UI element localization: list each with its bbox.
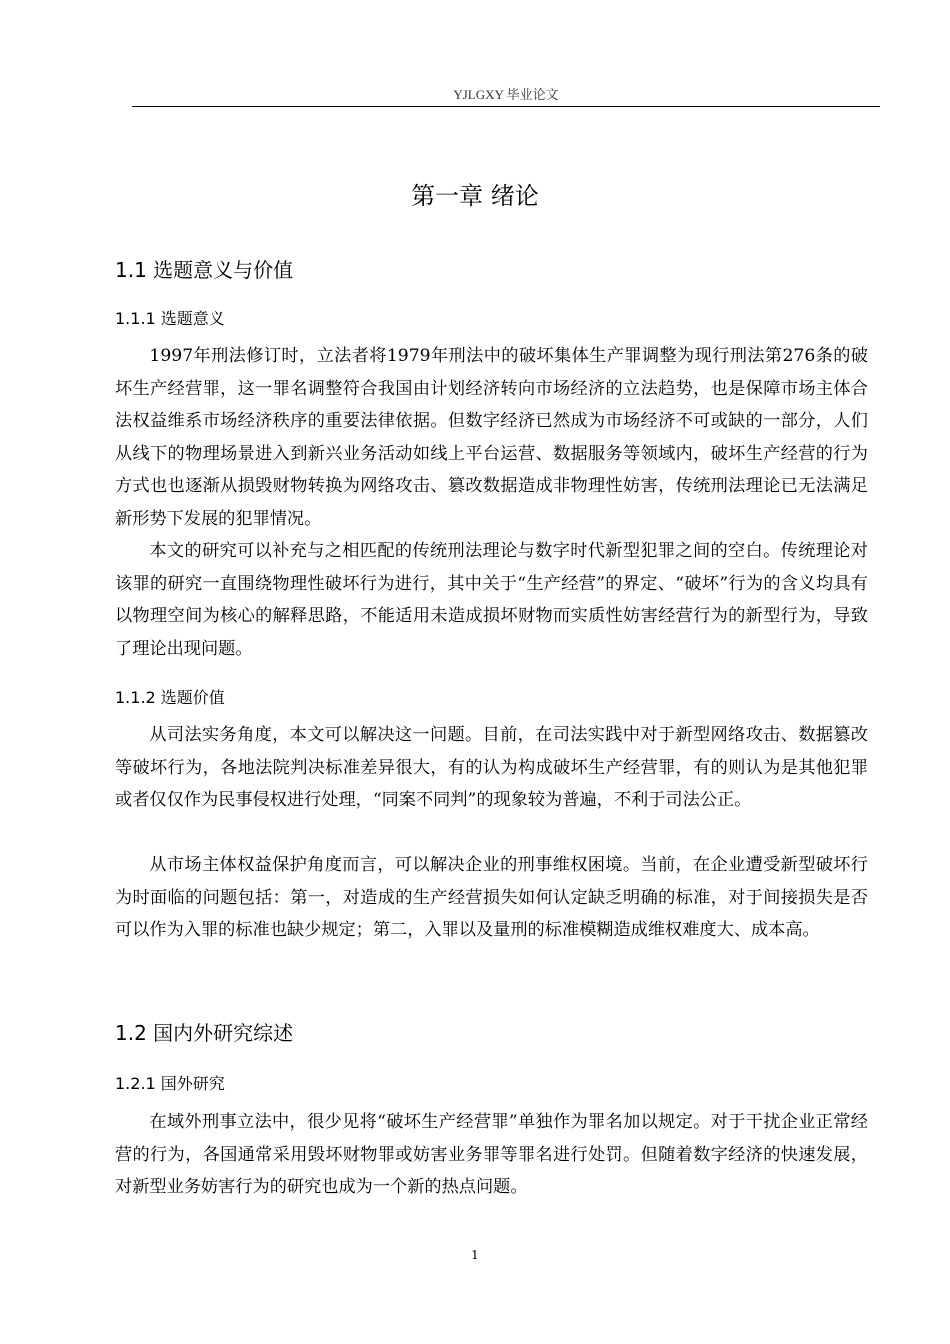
section-heading-1-1: 1.1 选题意义与价值 bbox=[115, 258, 294, 282]
section-heading-1-2: 1.2 国内外研究综述 bbox=[115, 1021, 294, 1045]
header-rule bbox=[132, 106, 880, 107]
running-header: YJLGXY 毕业论文 bbox=[453, 87, 559, 102]
subsection-heading-1-2-1: 1.2.1 国外研究 bbox=[115, 1074, 225, 1093]
subsection-heading-1-1-2: 1.1.2 选题价值 bbox=[115, 688, 225, 707]
paragraph: 1997年刑法修订时，立法者将1979年刑法中的破坏集体生产罪调整为现行刑法第276条的破坏生产经营罪，这一罪名调整符合我国由计划经济转向市场经济的立法趋势，也是保障市场主体合法权益维系市场经济秩序的重要法律依据。但数字经济已然成为市场经济不可或缺的一部分，人们从线下的物理场景进入到新兴业务活动如线上平台运营、数据服务等领域内，破坏生产经营的行为方式也也逐渐从损毁财物转换为网络攻击、篡改数据造成非物理性妨害，传统刑法理论已无法满足新形势下发展的犯罪情况。 bbox=[115, 346, 868, 529]
paragraph: 本文的研究可以补充与之相匹配的传统刑法理论与数字时代新型犯罪之间的空白。传统理论对该罪的研究一直围绕物理性破坏行为进行，其中关于“生产经营”的界定、“破坏”行为的含义均具有以物理空间为核心的解释思路，不能适用未造成损坏财物而实质性妨害经营行为的新型行为，导致了理论出现问题。 bbox=[115, 541, 868, 659]
paragraph: 从司法实务角度，本文可以解决这一问题。目前，在司法实践中对于新型网络攻击、数据篡改等破坏行为，各地法院判决标准差异很大，有的认为构成破坏生产经营罪，有的则认为是其他犯罪或者仅仅作为民事侵权进行处理，“同案不同判”的现象较为普遍，不利于司法公正。 bbox=[115, 725, 868, 811]
paragraph: 在域外刑事立法中，很少见将“破坏生产经营罪”单独作为罪名加以规定。对于干扰企业正常经营的行为，各国通常采用毁坏财物罪或妨害业务罪等罪名进行处罚。但随着数字经济的快速发展，对新型业务妨害行为的研究也成为一个新的热点问题。 bbox=[115, 1112, 868, 1198]
page-number: 1 bbox=[471, 1248, 479, 1262]
subsection-heading-1-1-1: 1.1.1 选题意义 bbox=[115, 309, 225, 328]
chapter-title: 第一章 绪论 bbox=[411, 182, 539, 210]
paragraph: 从市场主体权益保护角度而言，可以解决企业的刑事维权困境。当前，在企业遭受新型破坏行为时面临的问题包括：第一，对造成的生产经营损失如何认定缺乏明确的标准，对于间接损失是否可以作为入罪的标准也缺少规定；第二，入罪以及量刑的标准模糊造成维权难度大、成本高。 bbox=[115, 855, 868, 941]
